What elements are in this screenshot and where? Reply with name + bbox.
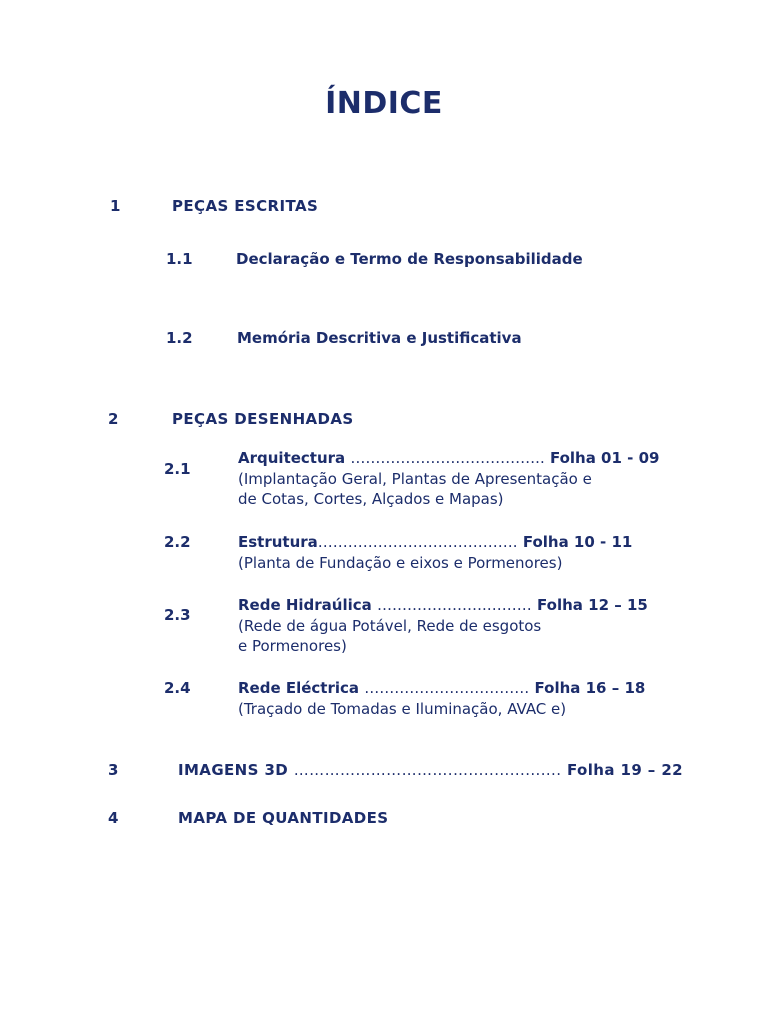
dot-leader: ………………….…………….. (350, 449, 545, 467)
item-description: (Rede de água Potável, Rede de esgotos (238, 617, 542, 635)
dot-leader: ………………….……… (377, 596, 532, 614)
item-number: 2.1 (164, 460, 191, 478)
item-number: 1.2 (166, 329, 193, 347)
item-entry (238, 533, 632, 551)
item-title: Declaração e Termo de Responsabilidade (236, 250, 583, 268)
item-number: 2.4 (164, 679, 191, 697)
item-description: (Planta de Fundação e eixos e Pormenores) (238, 554, 563, 572)
item-entry (238, 449, 659, 467)
item-title: Rede Eléctrica (238, 679, 360, 697)
sheet-range: Folha 19 – 22 (567, 761, 684, 779)
dot-leader: …………………………… (364, 679, 530, 697)
item-title: Memória Descritiva e Justificativa (237, 329, 522, 347)
section-entry (178, 761, 683, 779)
sheet-range: Folha 16 – 18 (534, 679, 646, 697)
sheet-range: Folha 01 - 09 (549, 449, 660, 467)
section-number: 3 (108, 761, 119, 779)
item-description: (Implantação Geral, Plantas de Apresentação e (238, 470, 592, 488)
item-title: Estrutura (238, 533, 318, 551)
section-number: 2 (108, 410, 119, 428)
section-title: IMAGENS 3D (178, 761, 289, 779)
item-description: (Traçado de Tomadas e Iluminação, AVAC e) (238, 700, 567, 718)
dot-leader: …………………………………. (317, 533, 518, 551)
section-number: 4 (108, 809, 119, 827)
item-number: 2.3 (164, 606, 191, 624)
sheet-range: Folha 12 – 15 (537, 596, 648, 614)
page-title: ÍNDICE (325, 86, 443, 121)
sheet-range: Folha 10 - 11 (522, 533, 633, 551)
item-number: 2.2 (164, 533, 191, 551)
section-title: PEÇAS DESENHADAS (172, 410, 354, 428)
item-title: Arquitectura (238, 449, 346, 467)
item-entry (238, 679, 645, 697)
item-description: de Cotas, Cortes, Alçados e Mapas) (238, 490, 504, 508)
item-entry (238, 596, 648, 614)
dot-leader: ………………………….….................. (293, 761, 562, 779)
item-title: Rede Hidraúlica (238, 596, 372, 614)
item-description: e Pormenores) (238, 637, 347, 655)
item-number: 1.1 (166, 250, 193, 268)
section-title: PEÇAS ESCRITAS (172, 197, 319, 215)
section-number: 1 (110, 197, 121, 215)
section-title: MAPA DE QUANTIDADES (178, 809, 389, 827)
